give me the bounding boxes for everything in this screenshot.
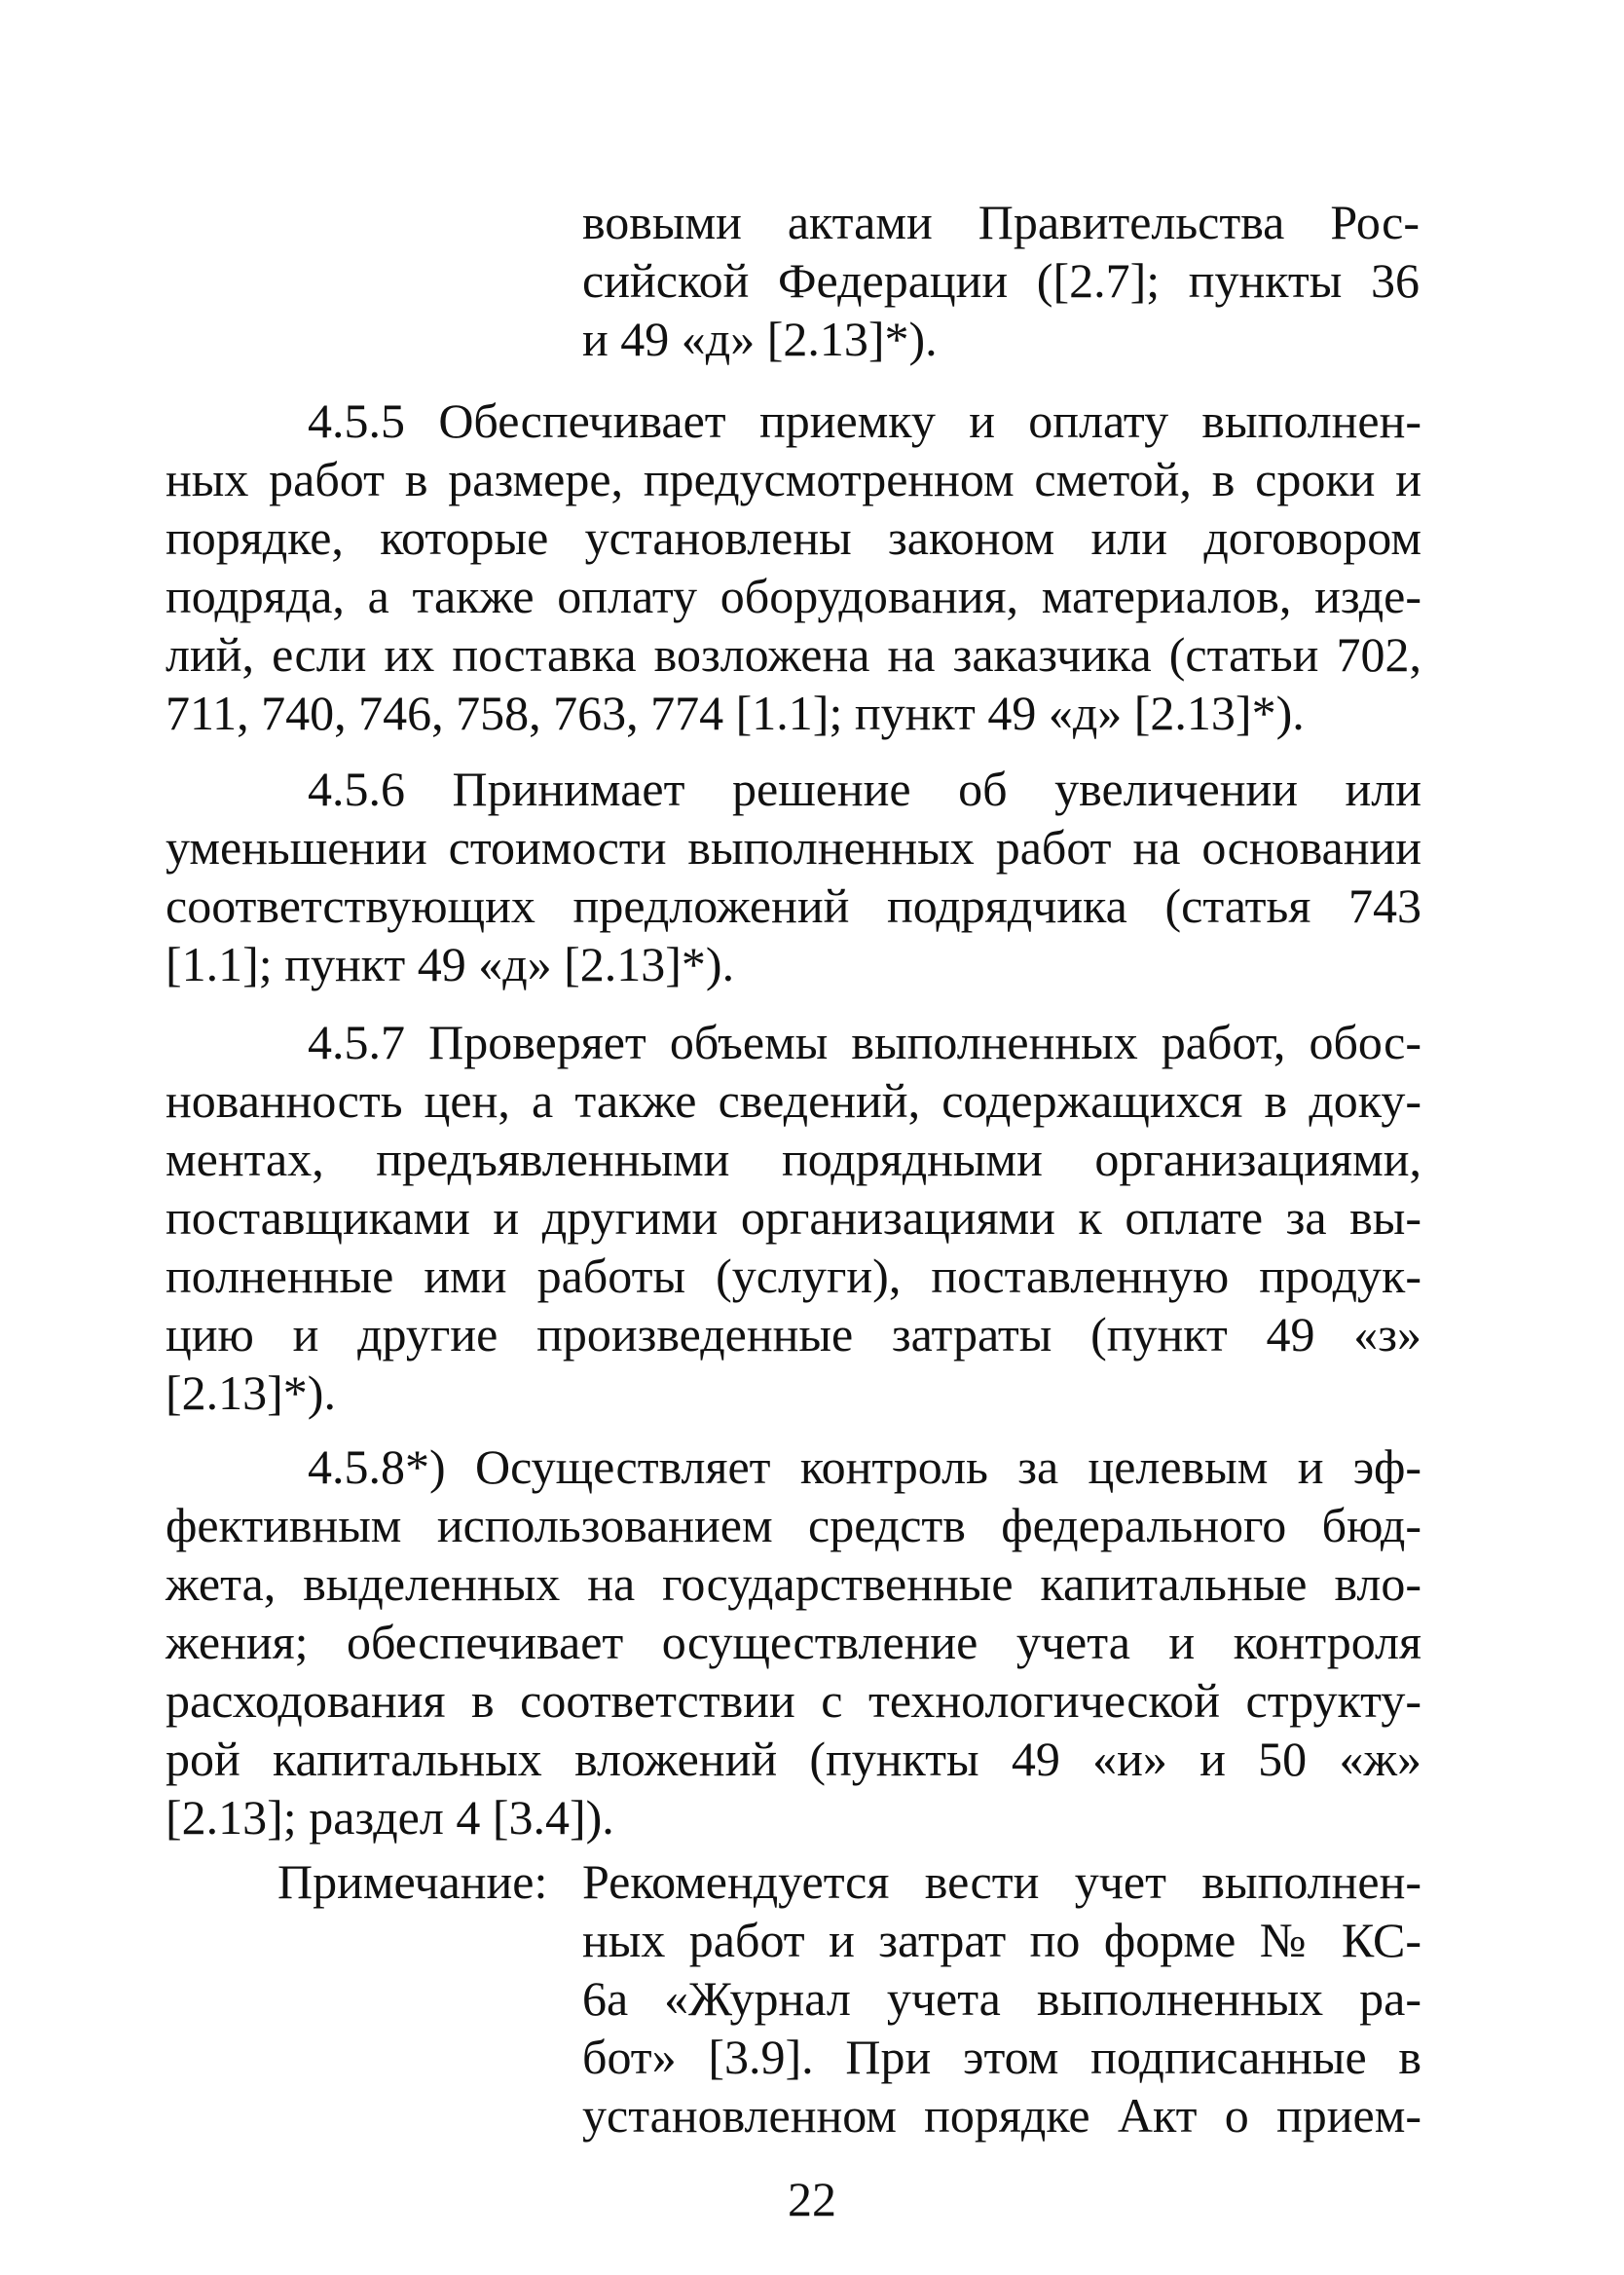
text-line: фективным использованием средств федерального бюд-: [166, 1498, 1421, 1552]
text-line: поставщиками и другими организациями к оплате за вы-: [166, 1190, 1421, 1245]
page-number: 22: [788, 2172, 836, 2226]
text-line: цию и другие произведенные затраты (пункт 49 «з»: [166, 1307, 1421, 1361]
text-line: расходования в соответствии с технологической структу-: [166, 1673, 1421, 1728]
paragraph-4-5-6: [166, 760, 1421, 993]
text-line: лий, если их поставка возложена на заказчика (статьи 702,: [166, 627, 1421, 682]
text-line: [2.13]*).: [166, 1365, 336, 1420]
text-line: бот» [3.9]. При этом подписанные в: [582, 2030, 1421, 2084]
note-body: [582, 1852, 1421, 2144]
continuation-text: [582, 193, 1420, 368]
text-line: установленном порядке Акт о прием-: [582, 2088, 1421, 2143]
text-line: 4.5.6 Принимает решение об увеличении или: [308, 762, 1421, 816]
text-line: [2.13]; раздел 4 [3.4]).: [166, 1790, 614, 1845]
paragraph-4-5-5: [166, 392, 1421, 742]
text-line: 711, 740, 746, 758, 763, 774 [1.1]; пункт 49 «д» [2.13]*).: [166, 686, 1305, 740]
text-line: подряда, а также оплату оборудования, материалов, изде-: [166, 569, 1421, 623]
paragraph-4-5-7: [166, 1013, 1421, 1422]
text-line: жения; обеспечивает осуществление учета и контроля: [166, 1615, 1421, 1669]
text-line: 4.5.7 Проверяет объемы выполненных работ, обос-: [308, 1015, 1421, 1069]
text-line: ных работ в размере, предусмотренном сметой, в сроки и: [166, 452, 1421, 506]
text-line: вовыми актами Правительства Рос-: [582, 195, 1420, 249]
text-line: жета, выделенных на государственные капитальные вло-: [166, 1556, 1421, 1611]
paragraph-4-5-8: [166, 1437, 1421, 1846]
text-line: полненные ими работы (услуги), поставленную продук-: [166, 1249, 1421, 1303]
text-line: Рекомендуется вести учет выполнен-: [582, 1854, 1421, 1909]
text-line: рой капитальных вложений (пункты 49 «и» и 50 «ж»: [166, 1732, 1421, 1786]
text-line: 4.5.8*) Осуществляет контроль за целевым и эф-: [308, 1439, 1421, 1494]
text-line: сийской Федерации ([2.7]; пункты 36: [582, 253, 1420, 308]
text-line: соответствующих предложений подрядчика (статья 743: [166, 878, 1421, 933]
text-line: ментах, предъявленными подрядными организациями,: [166, 1132, 1421, 1186]
text-line: и 49 «д» [2.13]*).: [582, 312, 938, 366]
text-line: порядке, которые установлены законом или договором: [166, 510, 1421, 565]
text-line: 6а «Журнал учета выполненных ра-: [582, 1971, 1421, 2026]
text-line: нованность цен, а также сведений, содержащихся в доку-: [166, 1073, 1421, 1128]
text-line: ных работ и затрат по форме № КС-: [582, 1913, 1421, 1967]
text-line: уменьшении стоимости выполненных работ на основании: [166, 820, 1421, 875]
note-label: Примечание:: [277, 1854, 548, 1909]
text-line: [1.1]; пункт 49 «д» [2.13]*).: [166, 937, 735, 991]
text-line: 4.5.5 Обеспечивает приемку и оплату выполнен-: [308, 393, 1421, 448]
